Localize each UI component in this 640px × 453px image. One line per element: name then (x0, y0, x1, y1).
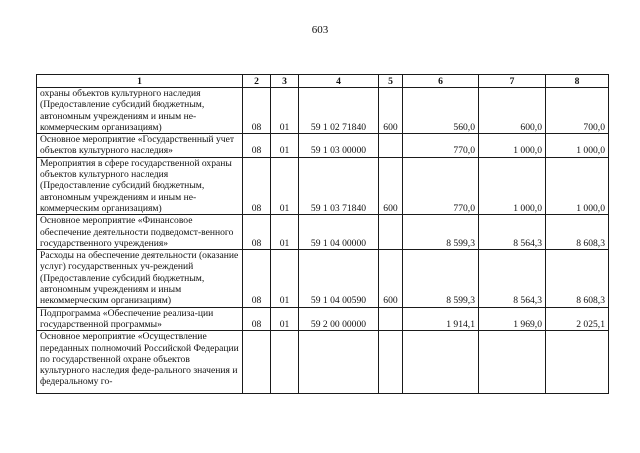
row-section (243, 331, 271, 394)
row-target-code: 59 1 03 00000 (299, 134, 379, 158)
column-header: 7 (479, 75, 546, 88)
table-row (37, 134, 609, 158)
row-target-code: 59 1 04 00590 (299, 250, 379, 307)
row-amount-3: 700,0 (546, 88, 609, 134)
row-expense-type (379, 215, 403, 250)
table-row (37, 88, 609, 134)
row-amount-3: 8 608,3 (546, 215, 609, 250)
row-amount-2: 1 969,0 (479, 307, 546, 331)
column-header: 6 (403, 75, 479, 88)
column-header: 2 (243, 75, 271, 88)
row-subsection: 01 (271, 134, 299, 158)
row-amount-2: 1 000,0 (479, 157, 546, 214)
row-name: Основное мероприятие «Финансовое обеспечение деятельности подведомст-венного государственного учреждения» (37, 215, 243, 250)
row-subsection: 01 (271, 157, 299, 214)
row-target-code: 59 1 04 00000 (299, 215, 379, 250)
row-name: Расходы на обеспечение деятельности (оказание услуг) государственных уч-реждений (Предоставление субсидий бюджетным, автономным учреждениям и иным некоммерческим организациям) (37, 250, 243, 307)
column-header: 3 (271, 75, 299, 88)
column-header: 1 (37, 75, 243, 88)
row-section: 08 (243, 88, 271, 134)
table-row (37, 157, 609, 214)
row-section: 08 (243, 134, 271, 158)
row-amount-2 (479, 331, 546, 394)
row-amount-3: 1 000,0 (546, 134, 609, 158)
row-section: 08 (243, 157, 271, 214)
row-amount-2: 8 564,3 (479, 250, 546, 307)
table-row (37, 307, 609, 331)
row-name: Основное мероприятие «Осуществление переданных полномочий Российской Федерации по государственной охране объектов культурного наследия феде-рального значения и федеральному го- (37, 331, 243, 394)
table-row (37, 215, 609, 250)
column-header: 8 (546, 75, 609, 88)
row-amount-3 (546, 331, 609, 394)
row-target-code: 59 1 02 71840 (299, 88, 379, 134)
row-target-code: 59 1 03 71840 (299, 157, 379, 214)
row-amount-3: 1 000,0 (546, 157, 609, 214)
row-section: 08 (243, 250, 271, 307)
row-section: 08 (243, 307, 271, 331)
row-expense-type: 600 (379, 157, 403, 214)
row-target-code: 59 2 00 00000 (299, 307, 379, 331)
row-subsection (271, 331, 299, 394)
table-header-row (37, 75, 609, 88)
row-amount-1: 8 599,3 (403, 250, 479, 307)
row-expense-type (379, 134, 403, 158)
row-expense-type (379, 331, 403, 394)
row-amount-2: 8 564,3 (479, 215, 546, 250)
row-amount-3: 8 608,3 (546, 250, 609, 307)
row-expense-type: 600 (379, 88, 403, 134)
row-name: Мероприятия в сфере государственной охраны объектов культурного наследия (Предоставление субсидий бюджетным, автономным учреждениям и иным не-коммерческим организациям) (37, 157, 243, 214)
row-subsection: 01 (271, 307, 299, 331)
row-target-code (299, 331, 379, 394)
row-name: Основное мероприятие «Государственный учет объектов культурного наследия» (37, 134, 243, 158)
row-amount-1: 1 914,1 (403, 307, 479, 331)
row-amount-2: 600,0 (479, 88, 546, 134)
row-amount-2: 1 000,0 (479, 134, 546, 158)
row-name: Подпрограмма «Обеспечение реализа-ции государственной программы» (37, 307, 243, 331)
row-amount-1: 770,0 (403, 134, 479, 158)
row-name: охраны объектов культурного наследия (Предоставление субсидий бюджетным, автономным учреждениям и иным не-коммерческим организациям) (37, 88, 243, 134)
row-amount-3: 2 025,1 (546, 307, 609, 331)
row-amount-1: 770,0 (403, 157, 479, 214)
budget-table (36, 74, 609, 394)
column-header: 4 (299, 75, 379, 88)
row-subsection: 01 (271, 88, 299, 134)
page-number: 603 (311, 24, 329, 36)
row-expense-type: 600 (379, 250, 403, 307)
table-row (37, 331, 609, 394)
row-section: 08 (243, 215, 271, 250)
column-header: 5 (379, 75, 403, 88)
row-amount-1: 8 599,3 (403, 215, 479, 250)
row-amount-1 (403, 331, 479, 394)
row-subsection: 01 (271, 250, 299, 307)
row-amount-1: 560,0 (403, 88, 479, 134)
row-expense-type (379, 307, 403, 331)
table-row (37, 250, 609, 307)
row-subsection: 01 (271, 215, 299, 250)
